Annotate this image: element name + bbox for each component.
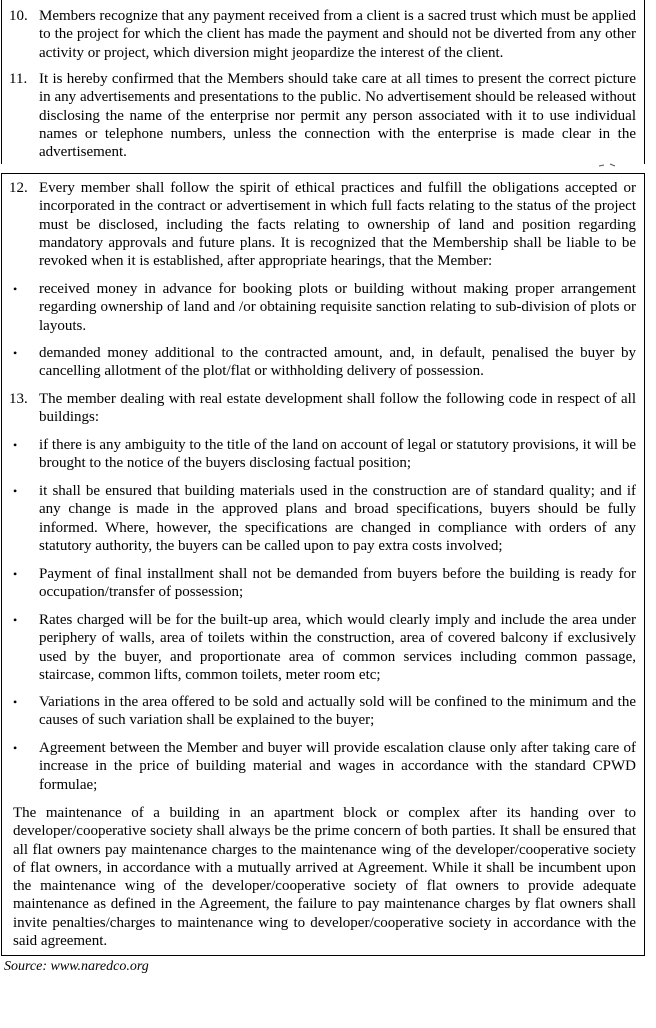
bullet-marker: •	[13, 613, 18, 627]
bullet-text: received money in advance for booking plots or building without making proper arrangement regarding ownership of land and /or obtaining requisite sanction relating to sub-division of plots or layouts.	[39, 281, 636, 334]
clause-number: 13.	[9, 391, 28, 407]
source-caption: Source: www.naredco.org	[4, 959, 149, 974]
bullet-text: Payment of final installment shall not be demanded from buyers before the building is ready for occupation/transfer of possession;	[39, 566, 636, 601]
bullet-marker: •	[13, 567, 18, 581]
maintenance-paragraph: The maintenance of a building in an apartment block or complex after its handing over to developer/cooperative society shall always be the prime concern of both parties. It shall be ensured that all flat owners pay maintenance charges to the maintenance wing of the developer/cooperative society of flat owners, in accordance with a mutually arrived at Agreement. While it shall be incumbent upon the maintenance wing of the developer/cooperative society of flat owners to provide adequate maintenance as defined in the Agreement, the failure to pay maintenance charges by flat owners shall invite penalties/charges to maintenance wing to developer/cooperative society in accordance with the said agreement.	[13, 805, 636, 950]
clause-text: Every member shall follow the spirit of ethical practices and fulfill the obligations accepted or incorporated in the contract or advertisement in which full facts relating to the status of the project must be disclosed, including the facts relating to ownership of land and position regarding mandatory approvals and future plans. It is recognized that the Membership shall be liable to be revoked when it is established, after appropriate hearings, that the Member:	[39, 180, 636, 270]
bullet-marker: •	[13, 695, 18, 709]
clause-text: It is hereby confirmed that the Members should take care at all times to present the correct picture in any advertisements and presentations to the public. No advertisement should be released without disclosing the name of the enterprise nor permit any person associated with it to use individual names or telephone numbers, unless the connection with the enterprise is made clear in the advertisement.	[39, 71, 636, 161]
bullet-text: if there is any ambiguity to the title of the land on account of legal or statutory provisions, it will be brought to the notice of the buyers disclosing factual position;	[39, 437, 636, 472]
clause-text: The member dealing with real estate development shall follow the following code in respect of all buildings:	[39, 391, 636, 426]
bullet-text: Agreement between the Member and buyer will provide escalation clause only after taking care of increase in the price of building material and wages in accordance with the standard CPWD formulae;	[39, 740, 636, 793]
bullet-marker: •	[13, 346, 18, 360]
bullet-text: it shall be ensured that building materials used in the construction are of standard quality; and if any change is made in the approved plans and broad specifications, buyers should be fully informed. Where, however, the specifications are changed in compliance with orders of any statutory authority, the buyers can be called upon to pay extra costs involved;	[39, 483, 636, 554]
bullet-marker: •	[13, 741, 18, 755]
page-break-mark	[598, 161, 616, 167]
bullet-marker: •	[13, 438, 18, 452]
bullet-text: demanded money additional to the contracted amount, and, in default, penalised the buyer by cancelling allotment of the plot/flat or withholding delivery of possession.	[39, 345, 636, 380]
bullet-text: Variations in the area offered to be sold and actually sold will be confined to the minimum and the causes of such variation shall be explained to the buyer;	[39, 694, 636, 729]
bullet-marker: •	[13, 484, 18, 498]
clause-number: 12.	[9, 180, 28, 196]
clause-number: 10.	[9, 8, 28, 24]
clause-number: 11.	[9, 71, 28, 87]
clause-text: Members recognize that any payment received from a client is a sacred trust which must be applied to the project for which the client has made the payment and should not be diverted from any other activity or project, which diversion might jeopardize the interest of the client.	[39, 8, 636, 61]
bullet-marker: •	[13, 282, 18, 296]
bullet-text: Rates charged will be for the built-up area, which would clearly imply and include the area under periphery of walls, area of toilets within the construction, area of covered balcony if exclusively used by the buyer, and proportionate area of common services including common passage, staircase, common lifts, common toilets, meter room etc;	[39, 612, 636, 683]
